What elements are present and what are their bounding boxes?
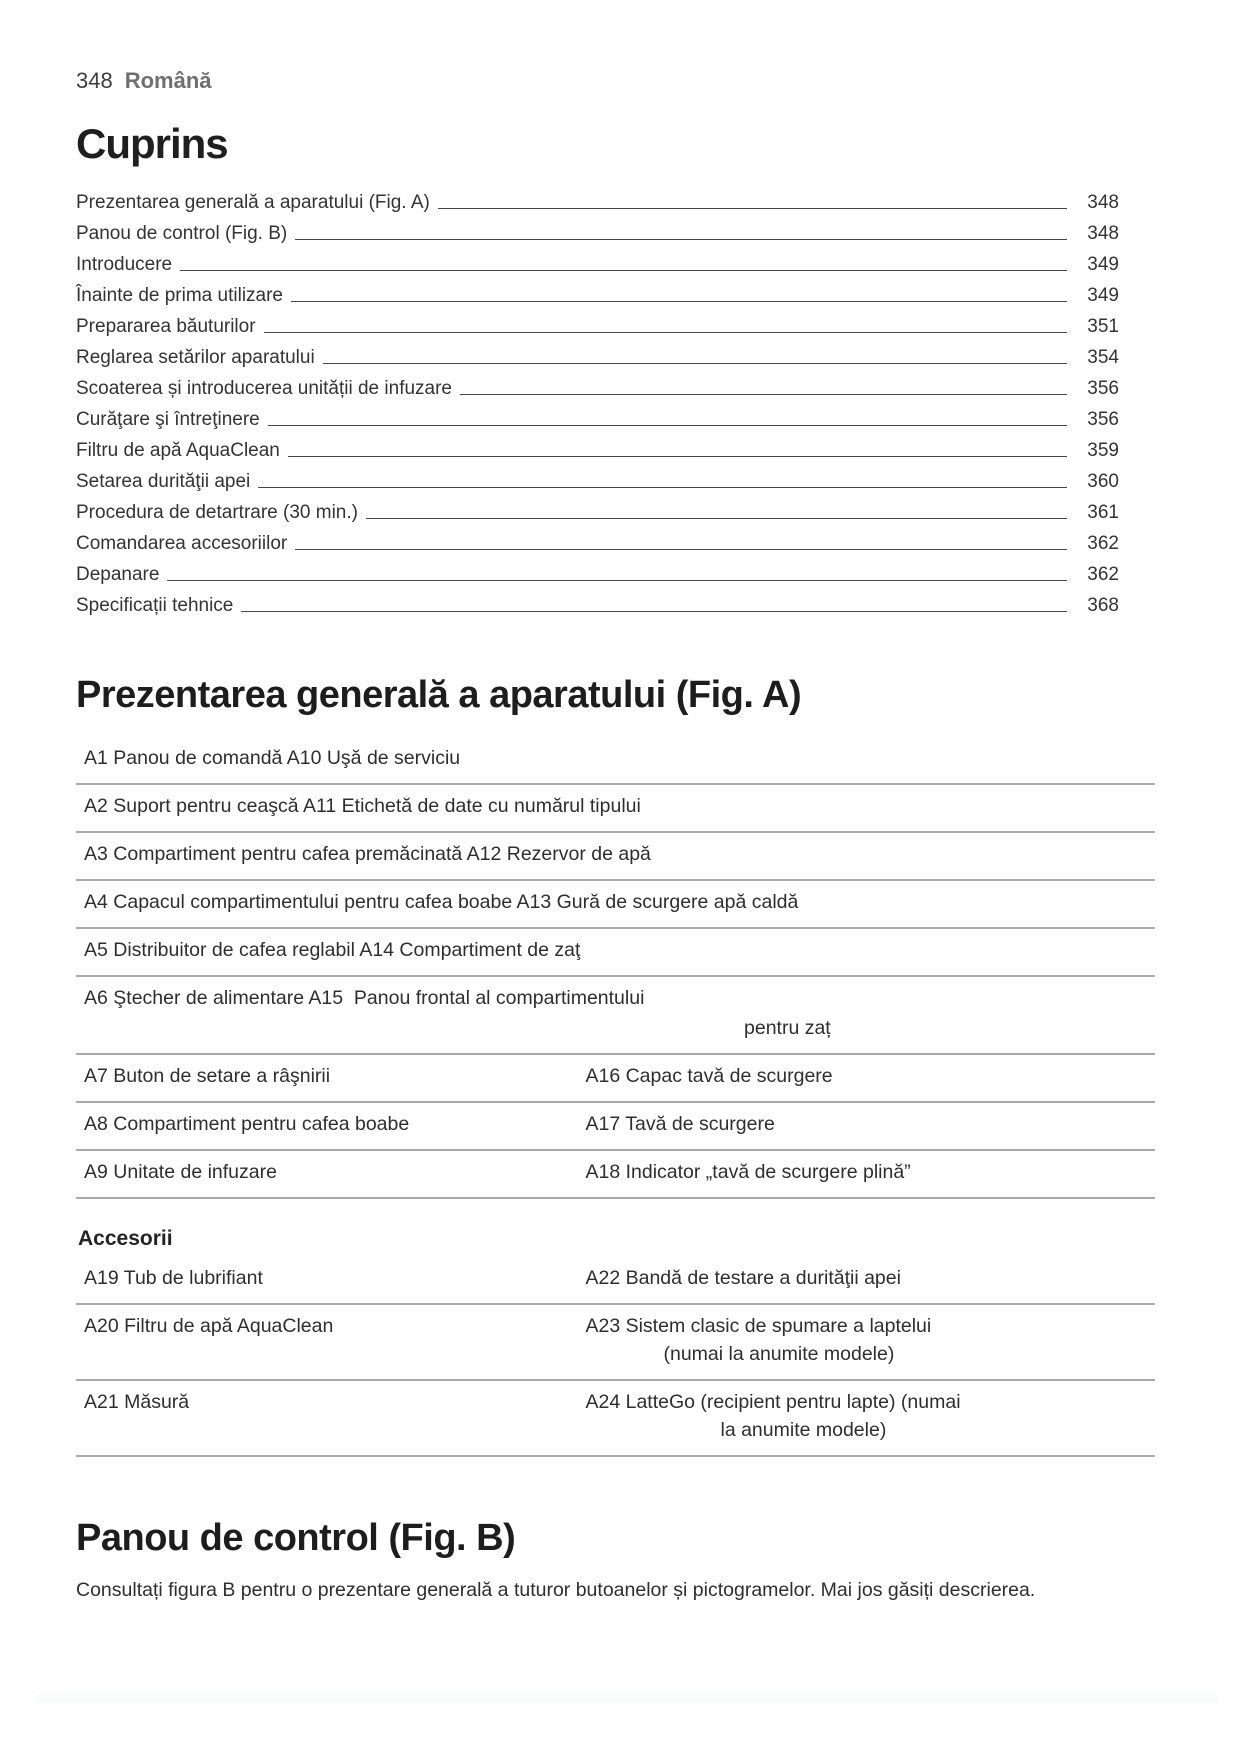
parts-cell-right: A17 Tavă de scurgere xyxy=(585,1113,775,1135)
toc-leader-line xyxy=(167,580,1067,581)
toc-entry-page: 356 xyxy=(1087,409,1119,430)
control-panel-description: Consultați figura B pentru o prezentare generală a tuturor butoanelor și pictogramelor. Mai jos găsiți descrierea. xyxy=(76,1579,1036,1601)
parts-cell-right: A18 Indicator „tavă de scurgere plină” xyxy=(585,1161,911,1183)
toc-entry-page: 348 xyxy=(1087,192,1119,213)
toc-entry[interactable] xyxy=(76,184,1119,215)
toc-entry-label: Curăţare şi întreţinere xyxy=(76,409,260,430)
overview-section-title: Prezentarea generală a aparatului (Fig. A) xyxy=(76,674,802,716)
toc-leader-line xyxy=(264,332,1067,333)
toc-entry[interactable] xyxy=(76,401,1119,432)
toc-entry-page: 356 xyxy=(1087,378,1119,399)
toc-entry[interactable] xyxy=(76,370,1119,401)
toc-entry[interactable] xyxy=(76,432,1119,463)
parts-cell-left: A20 Filtru de apă AquaClean xyxy=(84,1315,334,1337)
parts-cell: A6 Ştecher de alimentare A15 Panou frontal al compartimentului xyxy=(84,987,645,1009)
toc-entry[interactable] xyxy=(76,463,1119,494)
parts-table-row xyxy=(76,1305,1155,1381)
toc-leader-line xyxy=(291,301,1067,302)
toc-entry[interactable] xyxy=(76,339,1119,370)
toc-entry[interactable] xyxy=(76,556,1119,587)
toc-entry-label: Setarea durităţii apei xyxy=(76,471,251,492)
toc-entry-page: 362 xyxy=(1087,533,1119,554)
toc-entry-page: 354 xyxy=(1087,347,1119,368)
toc-entry-page: 362 xyxy=(1087,564,1119,585)
parts-cell: A1 Panou de comandă A10 Uşă de serviciu xyxy=(84,747,461,769)
toc-leader-line xyxy=(438,208,1067,209)
parts-cell-continuation: la anumite modele) xyxy=(720,1419,887,1441)
toc-leader-line xyxy=(460,394,1067,395)
page-header xyxy=(76,68,1155,94)
toc-entry[interactable] xyxy=(76,308,1119,339)
toc-leader-line xyxy=(258,487,1067,488)
toc-entry-label: Introducere xyxy=(76,254,173,275)
parts-table-row xyxy=(76,1381,1155,1457)
toc-entry-page: 359 xyxy=(1087,440,1119,461)
parts-table-row xyxy=(76,881,1155,929)
parts-table-row xyxy=(76,1055,1155,1103)
parts-table xyxy=(76,737,1155,1199)
toc-entry-label: Filtru de apă AquaClean xyxy=(76,440,280,461)
parts-cell-right: A24 LatteGo (recipient pentru lapte) (numai la anumite modele) xyxy=(585,1391,1151,1442)
parts-cell-continuation: pentru zaț xyxy=(744,1017,831,1039)
parts-cell: A3 Compartiment pentru cafea premăcinată A12 Rezervor de apă xyxy=(84,843,651,865)
parts-cell: A2 Suport pentru ceaşcă A11 Etichetă de date cu numărul tipului xyxy=(84,795,641,817)
toc-entry-page: 360 xyxy=(1087,471,1119,492)
table-of-contents xyxy=(76,184,1119,618)
toc-leader-line xyxy=(268,425,1067,426)
parts-cell-right: A22 Bandă de testare a durităţii apei xyxy=(585,1267,901,1289)
toc-entry-label: Comandarea accesoriilor xyxy=(76,533,288,554)
parts-table-row xyxy=(76,1103,1155,1151)
toc-leader-line xyxy=(288,456,1067,457)
toc-entry-page: 368 xyxy=(1087,595,1119,616)
parts-cell-left: A8 Compartiment pentru cafea boabe xyxy=(84,1113,410,1135)
toc-entry-label: Reglarea setărilor aparatului xyxy=(76,347,315,368)
toc-leader-line xyxy=(295,239,1067,240)
toc-entry-label: Prezentarea generală a aparatului (Fig. A) xyxy=(76,192,430,213)
toc-entry-label: Panou de control (Fig. B) xyxy=(76,223,288,244)
parts-cell: A4 Capacul compartimentului pentru cafea boabe A13 Gură de scurgere apă caldă xyxy=(84,891,799,913)
parts-cell-left: A7 Buton de setare a râşnirii xyxy=(84,1065,331,1087)
page-language: Română xyxy=(124,68,212,93)
toc-entry[interactable] xyxy=(76,587,1119,618)
page-bottom-divider xyxy=(35,1693,1219,1703)
toc-leader-line xyxy=(323,363,1067,364)
toc-title: Cuprins xyxy=(76,120,228,167)
parts-table-row xyxy=(76,1257,1155,1305)
page-number: 348 xyxy=(76,68,113,93)
parts-cell: A5 Distribuitor de cafea reglabil A14 Compartiment de zaţ xyxy=(84,939,581,961)
parts-table-row xyxy=(76,1151,1155,1199)
parts-cell-left: A19 Tub de lubrifiant xyxy=(84,1267,263,1289)
parts-cell-continuation: (numai la anumite modele) xyxy=(663,1343,895,1365)
toc-entry[interactable] xyxy=(76,246,1119,277)
toc-entry-page: 348 xyxy=(1087,223,1119,244)
toc-entry-label: Înainte de prima utilizare xyxy=(76,285,283,306)
parts-table-row xyxy=(76,833,1155,881)
toc-entry[interactable] xyxy=(76,525,1119,556)
toc-entry[interactable] xyxy=(76,215,1119,246)
accessories-table xyxy=(76,1257,1155,1457)
toc-entry[interactable] xyxy=(76,494,1119,525)
toc-leader-line xyxy=(180,270,1067,271)
parts-cell-left: A9 Unitate de infuzare xyxy=(84,1161,277,1183)
toc-entry-label: Prepararea băuturilor xyxy=(76,316,256,337)
toc-entry-label: Specificații tehnice xyxy=(76,595,234,616)
toc-entry-page: 351 xyxy=(1087,316,1119,337)
toc-entry-page: 349 xyxy=(1087,285,1119,306)
parts-cell-right: A16 Capac tavă de scurgere xyxy=(585,1065,833,1087)
toc-leader-line xyxy=(295,549,1067,550)
parts-table-row xyxy=(76,785,1155,833)
toc-entry-label: Procedura de detartrare (30 min.) xyxy=(76,502,358,523)
parts-cell-left: A21 Măsură xyxy=(84,1391,190,1413)
parts-table-row xyxy=(76,977,1155,1055)
toc-leader-line xyxy=(241,611,1067,612)
toc-entry-label: Depanare xyxy=(76,564,160,585)
toc-entry[interactable] xyxy=(76,277,1119,308)
toc-entry-page: 349 xyxy=(1087,254,1119,275)
toc-entry-label: Scoaterea și introducerea unității de infuzare xyxy=(76,378,453,399)
control-panel-title: Panou de control (Fig. B) xyxy=(76,1517,516,1559)
accessories-title: Accesorii xyxy=(78,1227,173,1250)
toc-entry-page: 361 xyxy=(1087,502,1119,523)
parts-table-row xyxy=(76,737,1155,785)
toc-leader-line xyxy=(366,518,1067,519)
parts-cell-right: A23 Sistem clasic de spumare a laptelui (numai la anumite modele) xyxy=(585,1315,1151,1366)
parts-table-row xyxy=(76,929,1155,977)
